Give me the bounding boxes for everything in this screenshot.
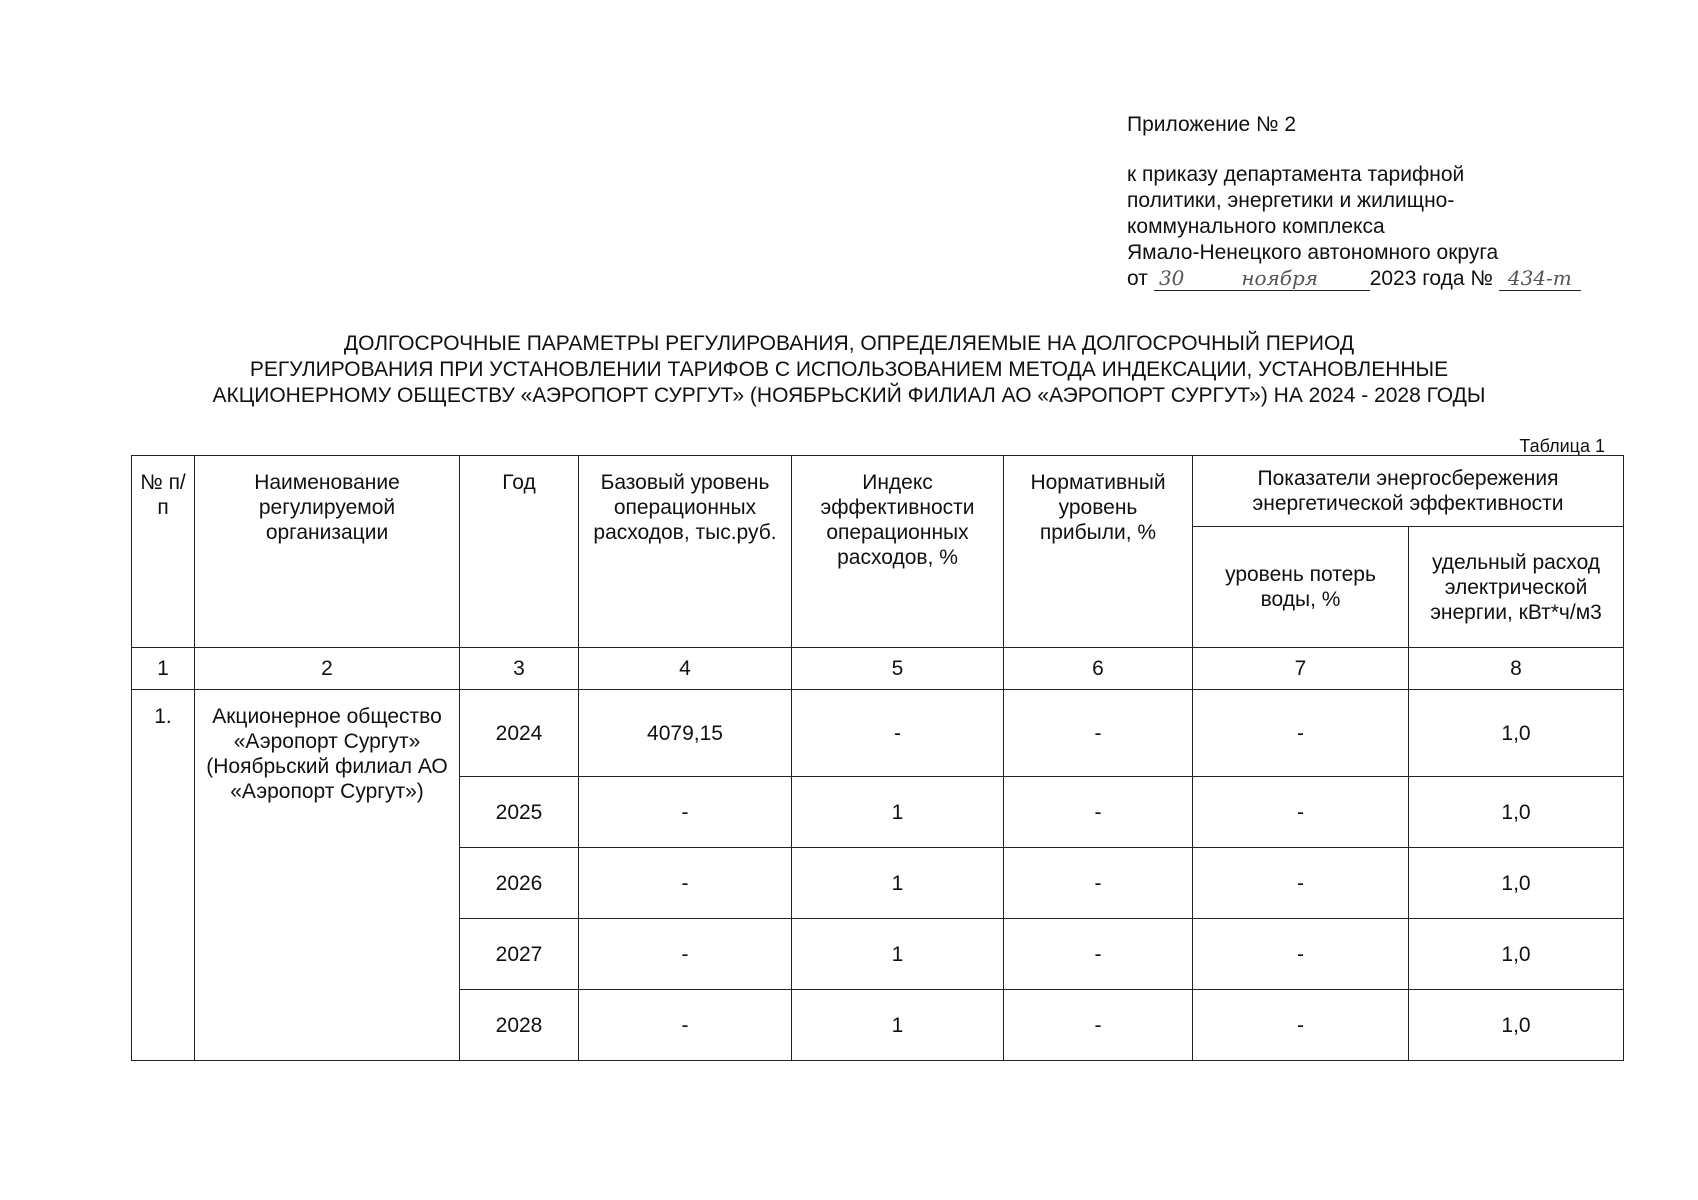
cell-index: 1 (792, 990, 1004, 1061)
cell-profit: - (1004, 848, 1193, 919)
order-line: коммунального комплекса (1127, 215, 1385, 238)
table-caption: Таблица 1 (1519, 436, 1605, 456)
cell-electricity: 1,0 (1409, 848, 1624, 919)
column-number: 1 (132, 648, 195, 690)
header-losses: уровень потерь воды, % (1193, 527, 1409, 648)
cell-electricity: 1,0 (1409, 919, 1624, 990)
order-date-line (1127, 266, 1581, 292)
date-year-text: 2023 года № (1369, 267, 1493, 290)
date-prefix: от (1127, 267, 1148, 290)
column-number: 8 (1409, 648, 1624, 690)
cell-index: 1 (792, 777, 1004, 848)
handwritten-order-number: 434-т (1507, 266, 1572, 290)
date-day-field (1154, 267, 1190, 291)
cell-base: - (579, 777, 792, 848)
cell-profit: - (1004, 990, 1193, 1061)
cell-year: 2024 (460, 690, 579, 777)
cell-index: 1 (792, 848, 1004, 919)
header-org: Наименование регулируемой организации (195, 456, 460, 648)
column-number: 6 (1004, 648, 1193, 690)
handwritten-day: 30 (1158, 266, 1185, 290)
order-line: Ямало-Ненецкого автономного округа (1127, 241, 1499, 264)
column-number-row (132, 648, 1624, 690)
header-index: Индекс эффективности операционных расходов, % (792, 456, 1004, 648)
cell-losses: - (1193, 990, 1409, 1061)
header-row (132, 456, 1624, 527)
title-line: ДОЛГОСРОЧНЫЕ ПАРАМЕТРЫ РЕГУЛИРОВАНИЯ, ОПРЕДЕЛЯЕМЫЕ НА ДОЛГОСРОЧНЫЙ ПЕРИОД (343, 332, 1355, 355)
header-base: Базовый уровень операционных расходов, тыс.руб. (579, 456, 792, 648)
cell-index: - (792, 690, 1004, 777)
column-number: 5 (792, 648, 1004, 690)
table-row (132, 690, 1624, 777)
column-number: 4 (579, 648, 792, 690)
cell-base: - (579, 990, 792, 1061)
appendix-number: Приложение № 2 (1127, 113, 1297, 136)
cell-base: - (579, 848, 792, 919)
cell-base: 4079,15 (579, 690, 792, 777)
order-line: к приказу департамента тарифной (1127, 163, 1465, 186)
cell-losses: - (1193, 777, 1409, 848)
cell-year: 2027 (460, 919, 579, 990)
cell-losses: - (1193, 690, 1409, 777)
order-number-field (1499, 267, 1581, 291)
title-line: РЕГУЛИРОВАНИЯ ПРИ УСТАНОВЛЕНИИ ТАРИФОВ С ИСПОЛЬЗОВАНИЕМ МЕТОДА ИНДЕКСАЦИИ, УСТАНОВЛЕННЫЕ (249, 358, 1449, 381)
cell-losses: - (1193, 848, 1409, 919)
cell-index: 1 (792, 919, 1004, 990)
order-reference (1127, 162, 1581, 292)
cell-profit: - (1004, 919, 1193, 990)
cell-electricity: 1,0 (1409, 777, 1624, 848)
header-electricity: удельный расход электрической энергии, кВт*ч/м3 (1409, 527, 1624, 648)
cell-profit: - (1004, 690, 1193, 777)
cell-electricity: 1,0 (1409, 990, 1624, 1061)
header-year: Год (460, 456, 579, 648)
cell-electricity: 1,0 (1409, 690, 1624, 777)
cell-year: 2026 (460, 848, 579, 919)
cell-base: - (579, 919, 792, 990)
order-line: политики, энергетики и жилищно- (1127, 189, 1455, 212)
title-line: АКЦИОНЕРНОМУ ОБЩЕСТВУ «АЭРОПОРТ СУРГУТ» (НОЯБРЬСКИЙ ФИЛИАЛ АО «АЭРОПОРТ СУРГУТ») НА 2024 - 2028 ГОДЫ (212, 384, 1486, 407)
column-number: 2 (195, 648, 460, 690)
handwritten-month: ноября (1241, 266, 1319, 290)
cell-year: 2025 (460, 777, 579, 848)
appendix-block (1127, 112, 1581, 292)
document-title (0, 331, 1698, 409)
row-index: 1. (132, 690, 195, 1061)
parameters-table (131, 455, 1624, 1061)
cell-year: 2028 (460, 990, 579, 1061)
column-number: 7 (1193, 648, 1409, 690)
column-number: 3 (460, 648, 579, 690)
cell-losses: - (1193, 919, 1409, 990)
header-profit: Нормативный уровень прибыли, % (1004, 456, 1193, 648)
header-num: № п/п (132, 456, 195, 648)
cell-profit: - (1004, 777, 1193, 848)
date-month-field (1190, 267, 1370, 291)
header-energy-group: Показатели энергосбережения энергетической эффективности (1193, 456, 1624, 527)
organization-name: Акционерное общество «Аэропорт Сургут» (Ноябрьский филиал АО «Аэропорт Сургут») (195, 690, 460, 1061)
